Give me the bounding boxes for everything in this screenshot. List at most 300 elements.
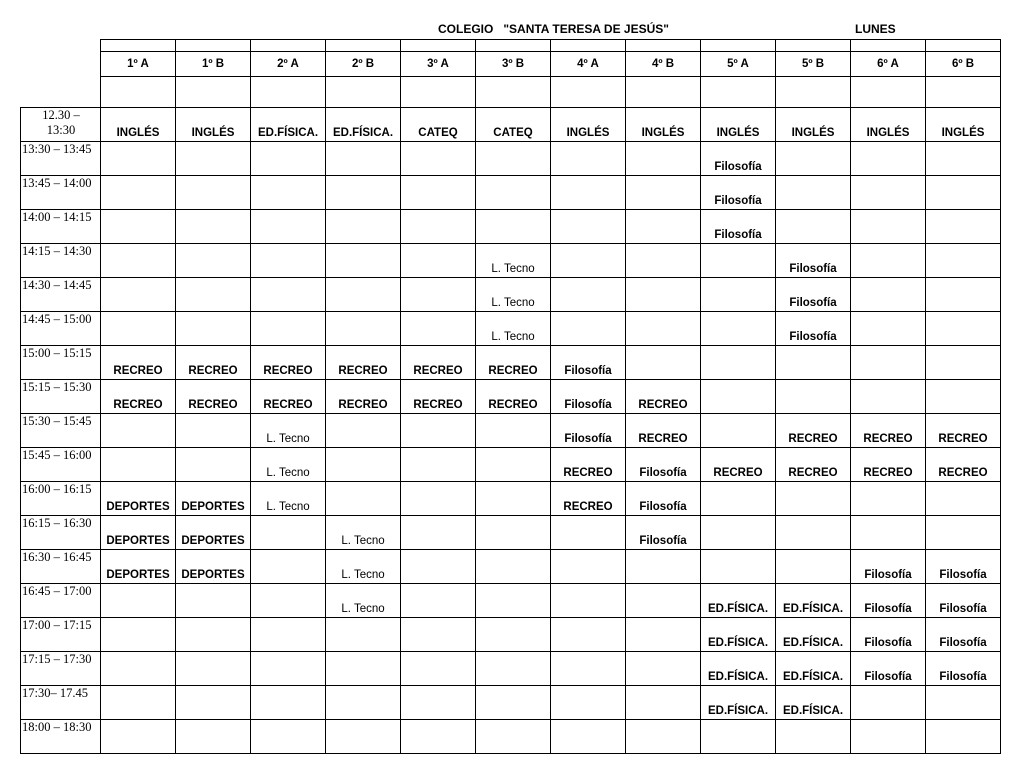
schedule-cell [776,686,851,720]
schedule-cell [176,652,251,686]
schedule-cell [551,550,626,584]
schedule-cell [926,176,1001,210]
schedule-cell [776,142,851,176]
schedule-cell [551,516,626,550]
time-slot-row [21,652,1001,686]
subject-label [251,752,325,753]
schedule-cell [626,618,701,652]
schedule-cell [476,720,551,754]
schedule-cell [251,414,326,448]
schedule-cell [401,312,476,346]
schedule-cell [176,618,251,652]
time-slot-row [21,618,1001,652]
schedule-cell [926,652,1001,686]
schedule-cell [776,652,851,686]
schedule-cell [101,618,176,652]
schedule-cell [251,584,326,618]
time-slot-label: 18:00 – 18:30 [21,720,101,754]
schedule-cell [401,720,476,754]
subject-label: INGLÉS [716,127,760,139]
subject-label [776,752,850,753]
time-slot-row [21,516,1001,550]
subject-label: Filosofía [564,433,612,445]
subject-label [551,752,625,753]
time-slot-row [21,312,1001,346]
schedule-cell [701,414,776,448]
column-header: 1º A [101,52,176,77]
subject-label [701,752,775,753]
schedule-cell [101,550,176,584]
time-slot-row [21,142,1001,176]
time-slot-label: 15:00 – 15:15 [21,346,101,380]
schedule-cell [851,346,926,380]
time-slot-row [21,278,1001,312]
schedule-cell [401,652,476,686]
schedule-cell [551,108,626,142]
subject-label: RECREO [713,467,763,479]
schedule-cell [776,176,851,210]
schedule-cell [176,686,251,720]
subject-label: Filosofía [639,467,687,479]
schedule-cell [851,414,926,448]
schedule-cell [626,414,701,448]
spacer-cell [401,77,476,108]
subject-label: Filosofía [789,331,837,343]
subject-label: DEPORTES [106,535,170,547]
schedule-cell [251,244,326,278]
subject-label: CATEQ [418,127,458,139]
schedule-cell [926,142,1001,176]
subject-label: RECREO [413,365,463,377]
schedule-cell [101,244,176,278]
schedule-cell [776,448,851,482]
schedule-cell [326,142,401,176]
schedule-cell [326,380,401,414]
schedule-cell [626,142,701,176]
time-slot-label: 17:15 – 17:30 [21,652,101,686]
schedule-cell [926,244,1001,278]
subject-label: DEPORTES [181,569,245,581]
schedule-cell [101,380,176,414]
subject-label: RECREO [488,399,538,411]
subject-label: INGLÉS [641,127,685,139]
spacer-cell [701,40,776,52]
schedule-cell [626,278,701,312]
time-slot-label: 13:30 – 13:45 [21,142,101,176]
schedule-cell [251,652,326,686]
schedule-cell [701,380,776,414]
subject-label: RECREO [938,467,988,479]
schedule-cell [926,618,1001,652]
schedule-cell [551,244,626,278]
schedule-cell [551,278,626,312]
spacer-cell [851,77,926,108]
schedule-cell [701,210,776,244]
schedule-cell [101,652,176,686]
time-slot-label: 16:00 – 16:15 [21,482,101,516]
schedule-cell [926,346,1001,380]
schedule-cell [176,312,251,346]
schedule-cell [701,618,776,652]
schedule-cell [401,244,476,278]
schedule-cell [626,210,701,244]
schedule-cell [551,652,626,686]
schedule-cell [776,380,851,414]
time-slot-row [21,448,1001,482]
schedule-cell [851,244,926,278]
schedule-cell [926,380,1001,414]
column-header: 4º A [551,52,626,77]
schedule-cell [251,210,326,244]
subject-label: ED.FÍSICA. [707,637,769,649]
schedule-cell [251,346,326,380]
schedule-cell [776,278,851,312]
schedule-cell [176,448,251,482]
time-slot-row [21,244,1001,278]
time-slot-row [21,346,1001,380]
schedule-cell [851,312,926,346]
subject-label: RECREO [188,399,238,411]
subject-label: RECREO [263,399,313,411]
schedule-cell [851,516,926,550]
schedule-cell [326,686,401,720]
schedule-cell [776,482,851,516]
schedule-cell [926,720,1001,754]
subject-label: RECREO [788,467,838,479]
schedule-cell [626,686,701,720]
schedule-cell [701,652,776,686]
subject-label: ED.FÍSICA. [782,671,844,683]
schedule-cell [476,550,551,584]
schedule-cell [701,482,776,516]
schedule-cell [926,516,1001,550]
subject-label: RECREO [113,399,163,411]
schedule-cell [251,278,326,312]
spacer-cell [701,77,776,108]
spacer-cell [176,77,251,108]
schedule-cell [326,516,401,550]
subject-label: DEPORTES [181,535,245,547]
subject-label: INGLÉS [191,127,235,139]
schedule-cell [326,584,401,618]
subject-label [926,752,1000,753]
subject-label: RECREO [863,433,913,445]
corner-cell [21,40,101,52]
spacer-cell [176,40,251,52]
schedule-cell [176,142,251,176]
schedule-cell [851,584,926,618]
time-slot-label: 14:15 – 14:30 [21,244,101,278]
subject-label: Filosofía [939,671,987,683]
schedule-cell [851,720,926,754]
subject-label: L. Tecno [266,433,310,445]
spacer-cell [551,40,626,52]
schedule-cell [551,142,626,176]
schedule-cell [926,108,1001,142]
schedule-cell [176,414,251,448]
time-slot-label: 16:30 – 16:45 [21,550,101,584]
schedule-cell [101,482,176,516]
schedule-cell [776,312,851,346]
subject-label: CATEQ [493,127,533,139]
schedule-cell [401,618,476,652]
schedule-cell [176,584,251,618]
subject-label: ED.FÍSICA. [707,705,769,717]
column-header: 3º B [476,52,551,77]
schedule-cell [701,278,776,312]
schedule-cell [626,720,701,754]
time-slot-label: 13:45 – 14:00 [21,176,101,210]
schedule-cell [401,278,476,312]
subject-label: DEPORTES [181,501,245,513]
schedule-cell [326,244,401,278]
time-slot-row [21,108,1001,142]
schedule-cell [176,346,251,380]
subject-label: RECREO [638,433,688,445]
schedule-cell [326,346,401,380]
subject-label: Filosofía [864,603,912,615]
schedule-cell [401,142,476,176]
schedule-cell [776,516,851,550]
spacer-cell [626,40,701,52]
schedule-cell [101,414,176,448]
spacer-cell [926,40,1001,52]
schedule-cell [776,618,851,652]
subject-label: Filosofía [714,161,762,173]
schedule-cell [251,448,326,482]
subject-label: L. Tecno [341,603,385,615]
subject-label: L. Tecno [341,569,385,581]
schedule-cell [626,380,701,414]
schedule-cell [776,210,851,244]
subject-label: RECREO [188,365,238,377]
subject-label: Filosofía [714,195,762,207]
spacer-cell [851,40,926,52]
subject-label: Filosofía [564,399,612,411]
schedule-cell [101,346,176,380]
subject-label: RECREO [563,501,613,513]
schedule-cell [626,516,701,550]
subject-label: Filosofía [564,365,612,377]
schedule-cell [401,380,476,414]
schedule-cell [701,720,776,754]
subject-label [176,752,250,753]
column-header: 6º A [851,52,926,77]
schedule-cell [851,210,926,244]
schedule-cell [551,686,626,720]
subject-label [101,752,175,753]
schedule-cell [101,278,176,312]
schedule-cell [851,482,926,516]
schedule-cell [626,176,701,210]
schedule-cell [176,108,251,142]
subject-label: RECREO [863,467,913,479]
schedule-cell [701,176,776,210]
time-slot-row [21,482,1001,516]
schedule-cell [401,516,476,550]
schedule-cell [626,482,701,516]
subject-label: RECREO [788,433,838,445]
subject-label: Filosofía [864,569,912,581]
schedule-cell [401,176,476,210]
schedule-cell [626,346,701,380]
schedule-cell [476,108,551,142]
subject-label: Filosofía [864,637,912,649]
time-slot-label: 15:30 – 15:45 [21,414,101,448]
time-slot-row [21,380,1001,414]
schedule-cell [551,346,626,380]
time-slot-label: 15:45 – 16:00 [21,448,101,482]
spacer-cell [476,77,551,108]
schedule-cell [176,380,251,414]
schedule-cell [926,210,1001,244]
schedule-cell [701,686,776,720]
subject-label: Filosofía [939,637,987,649]
subject-label: RECREO [938,433,988,445]
subject-label: ED.FÍSICA. [707,603,769,615]
schedule-cell [926,414,1001,448]
time-slot-row [21,176,1001,210]
subject-label: RECREO [488,365,538,377]
time-slot-label: 12.30 – 13:30 [21,108,101,142]
schedule-cell [851,618,926,652]
schedule-cell [701,448,776,482]
schedule-cell [551,448,626,482]
subject-label: INGLÉS [866,127,910,139]
schedule-cell [101,108,176,142]
schedule-cell [101,176,176,210]
schedule-cell [926,482,1001,516]
schedule-cell [251,142,326,176]
time-slot-label: 17:30– 17.45 [21,686,101,720]
time-slot-row [21,720,1001,754]
column-header: 2º B [326,52,401,77]
subject-label [626,752,700,753]
schedule-cell [326,618,401,652]
schedule-cell [251,618,326,652]
column-header-row [21,52,1001,77]
schedule-cell [926,584,1001,618]
schedule-cell [626,312,701,346]
schedule-cell [926,550,1001,584]
schedule-cell [476,244,551,278]
schedule-cell [551,380,626,414]
schedule-cell [251,516,326,550]
schedule-cell [101,210,176,244]
schedule-cell [101,142,176,176]
schedule-cell [101,686,176,720]
schedule-cell [851,176,926,210]
schedule-cell [701,108,776,142]
schedule-cell [476,516,551,550]
schedule-cell [776,414,851,448]
schedule-cell [101,312,176,346]
subject-label: RECREO [413,399,463,411]
spacer-cell [776,40,851,52]
schedule-cell [251,312,326,346]
column-header: 2º A [251,52,326,77]
subject-label: RECREO [563,467,613,479]
schedule-cell [701,584,776,618]
subject-label: DEPORTES [106,569,170,581]
subject-label: INGLÉS [941,127,985,139]
schedule-cell [101,584,176,618]
spacer-cell [626,77,701,108]
schedule-cell [326,210,401,244]
schedule-cell [176,176,251,210]
schedule-cell [101,516,176,550]
schedule-cell [851,652,926,686]
schedule-cell [251,176,326,210]
schedule-cell [926,312,1001,346]
spacer-cell [251,77,326,108]
subject-label: RECREO [113,365,163,377]
corner-cell [21,77,101,108]
school-title: COLEGIO "SANTA TERESA DE JESÚS" [438,22,669,36]
schedule-cell [551,176,626,210]
schedule-cell [476,142,551,176]
schedule-cell [251,686,326,720]
schedule-cell [926,686,1001,720]
schedule-cell [701,142,776,176]
subject-label: DEPORTES [106,501,170,513]
schedule-cell [551,584,626,618]
column-header: 5º B [776,52,851,77]
subject-label: L. Tecno [491,297,535,309]
schedule-cell [626,448,701,482]
schedule-cell [401,108,476,142]
time-slot-label: 16:45 – 17:00 [21,584,101,618]
spacer-cell [476,40,551,52]
schedule-cell [401,584,476,618]
schedule-cell [176,482,251,516]
schedule-cell [551,210,626,244]
schedule-cell [776,550,851,584]
schedule-cell [176,550,251,584]
subject-label: ED.FÍSICA. [332,127,394,139]
subject-label: ED.FÍSICA. [782,637,844,649]
spacer-cell [101,77,176,108]
schedule-cell [626,550,701,584]
time-slot-label: 14:45 – 15:00 [21,312,101,346]
schedule-cell [551,414,626,448]
schedule-cell [851,550,926,584]
column-header: 6º B [926,52,1001,77]
subject-label: Filosofía [864,671,912,683]
schedule-cell [326,278,401,312]
schedule-cell [851,448,926,482]
schedule-cell [401,210,476,244]
schedule-cell [401,448,476,482]
spacer-cell [551,77,626,108]
schedule-cell [176,244,251,278]
schedule-cell [476,482,551,516]
schedule-cell [851,108,926,142]
subject-label: RECREO [338,399,388,411]
subject-label: L. Tecno [266,467,310,479]
spacer-cell [926,77,1001,108]
schedule-cell [401,482,476,516]
schedule-cell [476,278,551,312]
schedule-cell [851,278,926,312]
column-header: 1º B [176,52,251,77]
subject-label: INGLÉS [116,127,160,139]
schedule-cell [701,550,776,584]
schedule-cell [626,584,701,618]
schedule-cell [476,346,551,380]
schedule-cell [551,618,626,652]
schedule-cell [476,312,551,346]
